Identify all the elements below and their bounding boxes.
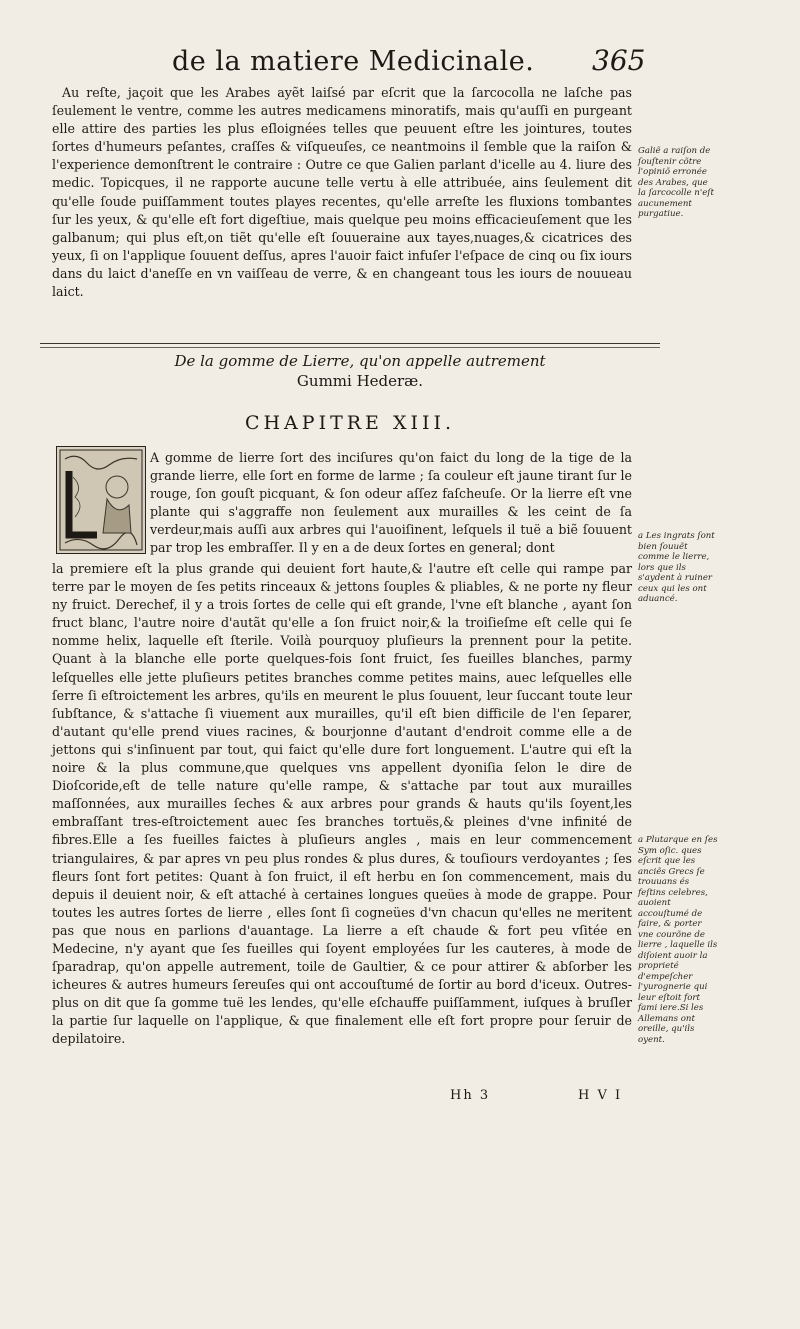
section-title: De la gomme de Lierre, qu'on appelle autrement — [174, 352, 546, 370]
page-number: 365 — [592, 44, 646, 77]
paragraph-gomme-lierre-intro: A gomme de lierre ſort des inciſures qu'on faict du long de la tige de la grande lierre, elle ſort en forme de larme ; ſa couleur eſt jaune tirant ſur le rouge, ſon gouſt picquant, & ſon odeur aſſez faſcheuſe. Or la lierre eſt vne plante qui s'aggraffe non ſeulement aux murailles & les ceint de ſa verdeur,mais auſſi aux arbres qui l'auoiſinent, leſquels il tuë a biẽ ſouuent par trop les embraſſer. Il y en a de deux ſortes en general; dont — [150, 450, 632, 556]
paragraph-1-text: Au reſte, jaçoit que les Arabes ayẽt laiſsé par eſcrit que la ſarcocolla ne laſche pas ſeulement le ventre, comme les autres medicamens minoratifs, mais qu'auſſi en purgeant elle attire des parties les plus eſloignées telles que peuuent eſtre les jointures, toutes ſortes d'humeurs peſantes, craſſes & viſqueuſes, ce neantmoins il ſemble que la raiſon & l'experience demonſtrent le contraire : Outre ce que Galien parlant d'icelle au 4. liure des medic. Topicques, il ne rapporte aucune telle vertu à elle attribuée, ains ſeulement dit qu'elle ſoude puiſſamment toutes playes recentes, qu'elle arreſte les fluxions tombantes ſur les yeux, & qu'elle eſt fort digeſtiue, mais quelque peu moins efficacieuſement que les galbanum; qui plus eſt,on tiẽt qu'elle eſt ſouueraine aux tayes,nuages,& cicatrices des yeux, ſi on l'applique ſouuent deſſus, apres l'auoir faict infuſer l'eſpace de cinq ou ſix iours dans du laict d'aneſſe en vn vaiſſeau de verre, & en changeant tous les iours de nouueau laict. — [52, 85, 632, 300]
margin-note-plutarque: a Plutarque en ſes Sym oſic. ques eſcrit que les anciẽs Grecs ſe trouuans és feſtins celebres, auoient accouſtumé de faire, & porter vne courõne de lierre , laquelle ils diſoient auoir la proprieté d'empeſcher l'yurognerie qui leur eſtoit fort fami iere.Si les Allemans ont oreille, qu'ils oyent. — [638, 835, 718, 1045]
section-subtitle: Gummi Hederæ. — [296, 372, 424, 390]
section-divider — [40, 343, 660, 344]
margin-note-galien: Galiẽ a raiſon de ſouſtenir cõtre l'opiniõ erronée des Arabes, que la ſarcocolle n'eſt aucunement purgatiue. — [638, 146, 714, 219]
running-head: de la matiere Medicinale. — [172, 46, 535, 77]
catchword: H V I — [578, 1088, 623, 1103]
margin-note-ingrats: a Les ingrats ſont bien ſouuẽt comme le lierre, lors que ils s'aydent à ruiner ceux qui les ont aduancé. — [638, 531, 715, 604]
paragraph-gomme-lierre-body: la premiere eſt la plus grande qui deuient fort haute,& l'autre eſt celle qui rampe par terre par le moyen de ſes petits rinceaux & jettons ſouples & pliables, & ne porte ny fleur ny fruict. Derechef, il y a trois ſortes de celle qui eſt grande, l'vne eſt blanche , ayant ſon fruct blanc, l'autre noire d'autãt qu'elle a ſon fruict noir,& la troiſieſme eſt celle qui ſe nomme helix, laquelle eſt ſterile. Voilà pourquoy pluſieurs la prennent pour la petite. Quant à la blanche elle porte quelques-fois ſont fruict, ſes fueilles blanches, parmy leſquelles elle jette pluſieurs petites branches comme petites mains, auec leſquelles elle ſerre ſi eſtroictement les arbres, qu'ils en meurent le plus ſouuent, leur ſuccant toute leur ſubſtance, & s'attache ſi viuement aux murailles, qu'il eſt bien difficile de l'en ſeparer, d'autant qu'elle prend viues racines, & bourjonne d'autant d'endroit comme elle a de jettons qui s'inſinuent par tout, qui faict qu'elle dure fort longuement. L'autre qui eſt la noire & la plus commune,que quelques vns appellent dyoniſia ſelon le dire de Dioſcoride,eſt de telle nature qu'elle rampe, & s'attache par tout aux murailles maſſonnées, aux murailles ſeches & aux arbres pour grands & hauts qu'ils ſoyent,les embraſſant tres-eſtroictement auec ſes branches tortuës,& pleines d'vne infinité de fibres.Elle a ſes fueilles faictes à pluſieurs angles , mais en leur commencement triangulaires, & par apres vn peu plus rondes & plus dures, & touſiours verdoyantes ; ſes fleurs ſont fort petites: Quant à ſon fruict, il eſt herbu en ſon commencement, mais du depuis il deuient noir, & eſt attaché à certaines longues queües à mode de grappe. Pour toutes les autres ſortes de lierre , elles ſont ſi cogneües d'vn chacun qu'elles ne meritent pas que nous en parlions d'auantage. La lierre a eſt chaude & fort peu vſitée en Medecine, n'y ayant que ſes fueilles qui ſoyent employées ſur les cauteres, à mode de ſparadrap, qu'on appelle autrement, toile de Gaultier, & ce pour attirer & abſorber les icheures & autres humeurs ſereuſes qui ont accouſtumé de ſortir au bord d'iceux. Outres-plus on dit que ſa gomme tuë les lendes, qu'elle eſchauffe puiſſamment, iuſques à bruſler la partie ſur laquelle on l'applique, & que finalement elle eſt fort propre pour ſeruir de depilatoire. — [52, 561, 632, 1047]
paragraph-sarcocolla — [52, 84, 632, 301]
signature-mark: Hh 3 — [450, 1088, 491, 1103]
ornamental-initial-l-icon — [56, 446, 146, 554]
chapter-heading: CHAPITRE XIII. — [244, 412, 456, 434]
section-divider-thin — [40, 347, 660, 348]
